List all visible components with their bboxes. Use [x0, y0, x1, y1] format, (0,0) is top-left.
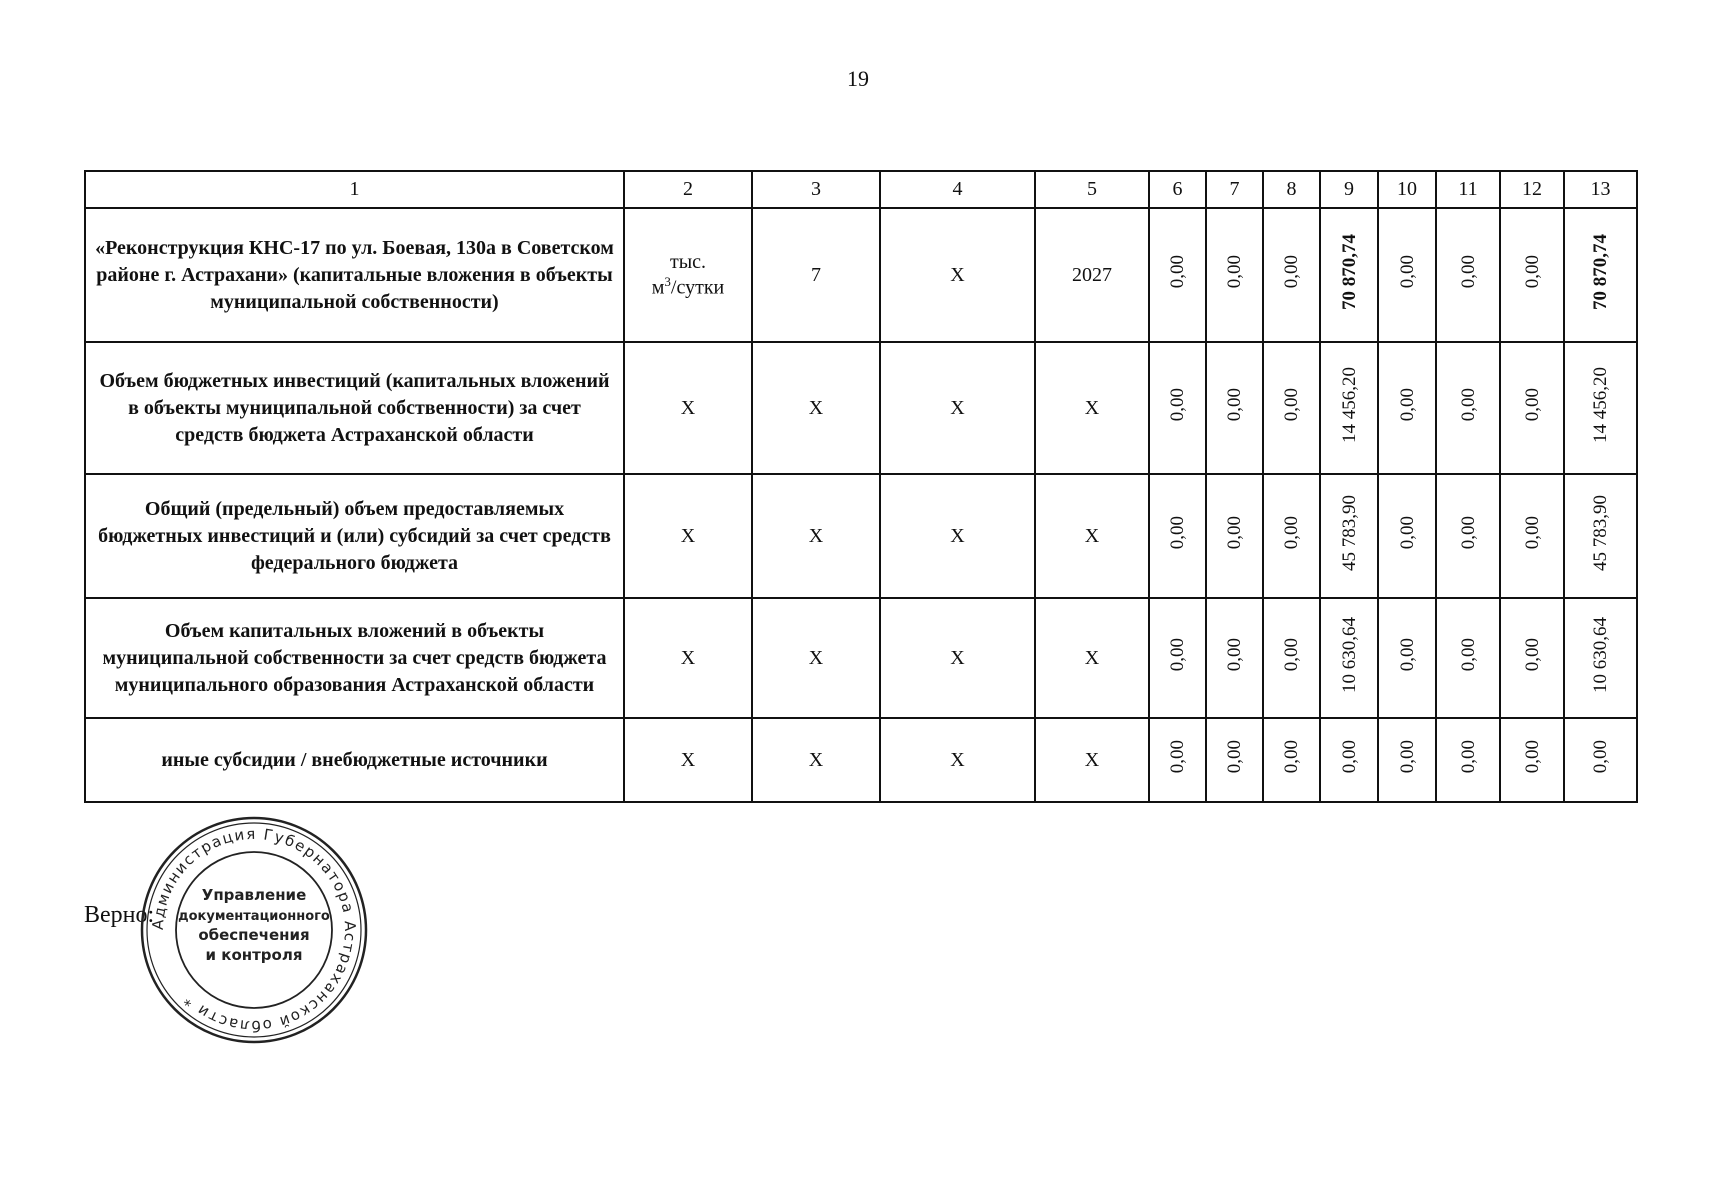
- value-cell: [1263, 718, 1320, 802]
- value-text: 10 630,64: [1590, 617, 1611, 693]
- x-cell: Х: [752, 718, 880, 802]
- seal-inner-line: Управление: [201, 886, 307, 904]
- value-text: 0,00: [1457, 255, 1479, 289]
- value-text: 0,00: [1521, 255, 1543, 289]
- value-text: 0,00: [1457, 740, 1479, 774]
- value-cell: [1206, 718, 1263, 802]
- value-cell: [1436, 718, 1500, 802]
- table-row: [85, 342, 1637, 474]
- x-cell: Х: [880, 208, 1035, 342]
- value-cell: [1564, 474, 1637, 598]
- x-cell: Х: [1035, 474, 1149, 598]
- value-cell: [1564, 342, 1637, 474]
- value-text: 0,00: [1167, 638, 1188, 672]
- value-cell: [1149, 598, 1206, 718]
- value-text: 0,00: [1167, 516, 1188, 550]
- x-cell: Х: [1035, 342, 1149, 474]
- row-name-cell: «Реконструкция КНС-17 по ул. Боевая, 130а в Советском районе г. Астрахани» (капитальные вложения в объекты муниципальной собственности): [85, 208, 624, 342]
- value-text: 0,00: [1167, 740, 1188, 774]
- seal-inner-line: и контроля: [205, 946, 303, 964]
- header-cell: 11: [1436, 171, 1500, 208]
- x-cell: Х: [880, 718, 1035, 802]
- official-seal: [138, 814, 370, 1046]
- value-cell: [1206, 598, 1263, 718]
- header-cell: 13: [1564, 171, 1637, 208]
- row-name-cell: Объем бюджетных инвестиций (капитальных вложений в объекты муниципальной собственности) за счет средств бюджета Астраханской области: [85, 342, 624, 474]
- row-name-cell: Объем капитальных вложений в объекты муниципальной собственности за счет средств бюджета муниципального образования Астраханской области: [85, 598, 624, 718]
- value-cell: [1378, 474, 1436, 598]
- value-text: 0,00: [1338, 740, 1360, 774]
- table-row: [85, 718, 1637, 802]
- value-text: 0,00: [1224, 740, 1245, 774]
- table-row: [85, 598, 1637, 718]
- value-cell: [1149, 342, 1206, 474]
- value-cell: [1564, 208, 1637, 342]
- unit-cell: [624, 208, 752, 342]
- header-cell: 12: [1500, 171, 1564, 208]
- value-text: 0,00: [1224, 388, 1245, 422]
- value-cell: [1320, 718, 1378, 802]
- value-cell: [1378, 598, 1436, 718]
- value-cell: [1149, 208, 1206, 342]
- value-cell: [1564, 718, 1637, 802]
- value-cell: [1500, 598, 1564, 718]
- seal-inner-line: документационного: [178, 909, 330, 924]
- x-cell: Х: [880, 474, 1035, 598]
- table-row: [85, 208, 1637, 342]
- value-text: 0,00: [1396, 516, 1418, 550]
- value-text: 14 456,20: [1338, 367, 1360, 443]
- header-cell: 9: [1320, 171, 1378, 208]
- header-cell: 8: [1263, 171, 1320, 208]
- value-cell: [1500, 208, 1564, 342]
- value-cell: [1320, 342, 1378, 474]
- value-text: 0,00: [1167, 255, 1188, 289]
- header-cell: 10: [1378, 171, 1436, 208]
- header-row: [85, 171, 1637, 208]
- x-cell: Х: [624, 342, 752, 474]
- value-text: 0,00: [1167, 388, 1188, 422]
- value-cell: [1320, 208, 1378, 342]
- x-cell: Х: [752, 342, 880, 474]
- value-cell: [1149, 474, 1206, 598]
- value-cell: [1500, 718, 1564, 802]
- x-cell: Х: [1035, 598, 1149, 718]
- value-text: 0,00: [1281, 255, 1302, 289]
- value-text: 45 783,90: [1338, 495, 1360, 571]
- capacity-cell: 7: [752, 208, 880, 342]
- value-text: 0,00: [1281, 388, 1302, 422]
- value-text: 0,00: [1224, 255, 1245, 289]
- unit-base: м: [651, 276, 665, 299]
- header-cell: 3: [752, 171, 880, 208]
- value-text: 0,00: [1521, 388, 1543, 422]
- seal-outer-text: Администрация Губернатора Астраханской области *: [148, 824, 360, 1036]
- page-number: 19: [847, 66, 869, 91]
- value-cell: [1436, 208, 1500, 342]
- value-text: 0,00: [1396, 388, 1418, 422]
- value-cell: [1206, 474, 1263, 598]
- header-cell: 6: [1149, 171, 1206, 208]
- row-name-cell: иные субсидии / внебюджетные источники: [85, 718, 624, 802]
- value-cell: [1436, 598, 1500, 718]
- value-cell: [1206, 208, 1263, 342]
- unit-suffix: /сутки: [670, 276, 725, 299]
- value-cell: [1206, 342, 1263, 474]
- value-text: 0,00: [1281, 516, 1302, 550]
- header-cell: 5: [1035, 171, 1149, 208]
- value-text: 0,00: [1457, 638, 1479, 672]
- x-cell: Х: [752, 598, 880, 718]
- x-cell: Х: [752, 474, 880, 598]
- value-cell: [1378, 342, 1436, 474]
- x-cell: Х: [624, 598, 752, 718]
- budget-table: [84, 170, 1638, 803]
- value-text: 0,00: [1224, 638, 1245, 672]
- header-cell: 2: [624, 171, 752, 208]
- seal-inner-line: обеспечения: [198, 926, 310, 944]
- value-text: 0,00: [1396, 638, 1418, 672]
- x-cell: Х: [624, 718, 752, 802]
- value-text: 0,00: [1521, 516, 1543, 550]
- value-cell: [1263, 598, 1320, 718]
- value-text: 0,00: [1590, 740, 1611, 774]
- value-cell: [1378, 208, 1436, 342]
- value-cell: [1436, 474, 1500, 598]
- verno-label: Верно:: [84, 902, 155, 928]
- unit-sup: 3: [664, 273, 671, 289]
- row-name-cell: Общий (предельный) объем предоставляемых бюджетных инвестиций и (или) субсидий за счет средств федерального бюджета: [85, 474, 624, 598]
- value-text: 10 630,64: [1338, 617, 1360, 693]
- value-text: 70 870,74: [1590, 234, 1611, 310]
- value-text: 0,00: [1521, 740, 1543, 774]
- value-text: 45 783,90: [1590, 495, 1611, 571]
- value-cell: [1500, 342, 1564, 474]
- value-cell: [1263, 208, 1320, 342]
- value-text: 70 870,74: [1338, 234, 1360, 310]
- value-cell: [1263, 474, 1320, 598]
- header-cell: 1: [85, 171, 624, 208]
- value-text: 14 456,20: [1590, 367, 1611, 443]
- table-row: [85, 474, 1637, 598]
- value-cell: [1263, 342, 1320, 474]
- value-text: 0,00: [1224, 516, 1245, 550]
- value-text: 0,00: [1457, 388, 1479, 422]
- header-cell: 7: [1206, 171, 1263, 208]
- value-cell: [1500, 474, 1564, 598]
- value-cell: [1436, 342, 1500, 474]
- x-cell: Х: [624, 474, 752, 598]
- value-text: 0,00: [1281, 638, 1302, 672]
- unit-top: тыс.: [669, 250, 707, 273]
- value-text: 0,00: [1457, 516, 1479, 550]
- header-cell: 4: [880, 171, 1035, 208]
- value-text: 0,00: [1396, 740, 1418, 774]
- value-cell: [1320, 598, 1378, 718]
- value-text: 0,00: [1396, 255, 1418, 289]
- value-text: 0,00: [1281, 740, 1302, 774]
- value-cell: [1564, 598, 1637, 718]
- year-cell: 2027: [1035, 208, 1149, 342]
- value-cell: [1149, 718, 1206, 802]
- value-cell: [1320, 474, 1378, 598]
- value-text: 0,00: [1521, 638, 1543, 672]
- x-cell: Х: [880, 598, 1035, 718]
- x-cell: Х: [1035, 718, 1149, 802]
- x-cell: Х: [880, 342, 1035, 474]
- value-cell: [1378, 718, 1436, 802]
